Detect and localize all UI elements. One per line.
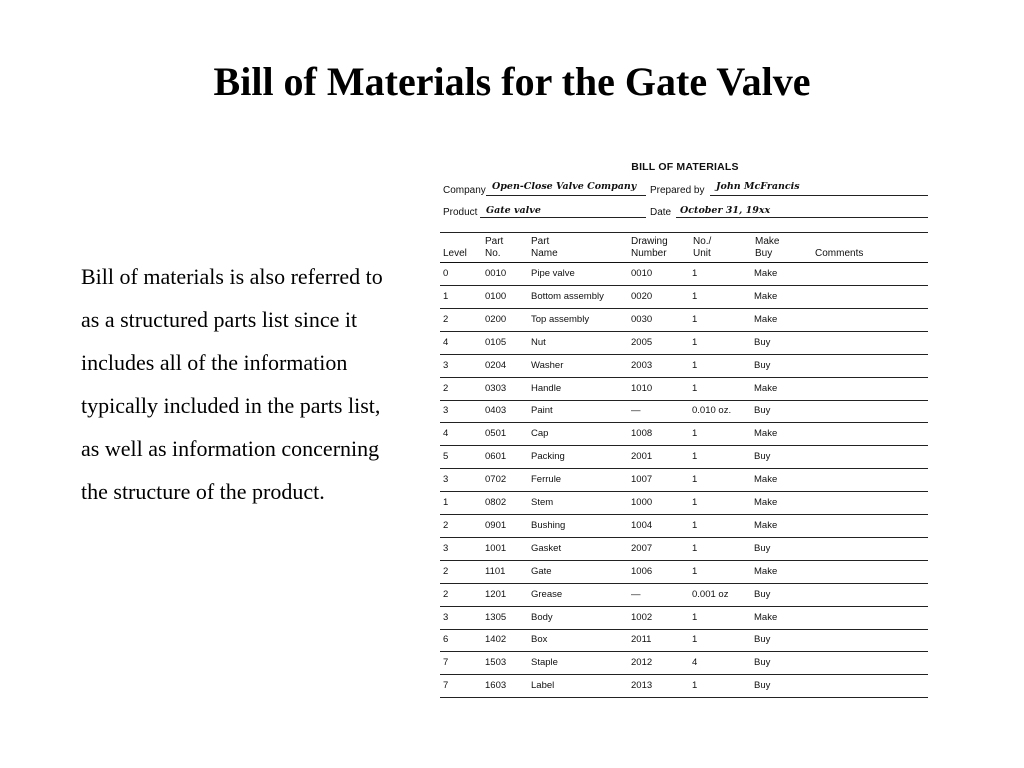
- table-row: [440, 538, 928, 561]
- cell-part-no: 0204: [485, 359, 507, 371]
- cell-drawing-number: 1006: [631, 565, 653, 577]
- cell-no-unit: 1: [692, 336, 698, 348]
- company-value: Open-Close Valve Company: [492, 181, 637, 192]
- cell-no-unit: 0.010 oz.: [692, 405, 732, 417]
- cell-part-name: Nut: [531, 336, 546, 348]
- cell-no-unit: 1: [692, 519, 698, 531]
- cell-level: 3: [443, 611, 449, 623]
- cell-level: 1: [443, 290, 449, 302]
- table-row: [440, 629, 928, 652]
- cell-part-name: Grease: [531, 588, 563, 600]
- cell-part-no: 1603: [485, 680, 507, 692]
- cell-level: 6: [443, 634, 449, 646]
- cell-make-buy: Buy: [754, 451, 771, 463]
- table-row: [440, 675, 928, 698]
- table-row: [440, 355, 928, 378]
- table-row: [440, 378, 928, 401]
- slide-title: Bill of Materials for the Gate Valve: [213, 59, 811, 104]
- cell-no-unit: 1: [692, 497, 698, 508]
- cell-part-no: 1402: [485, 634, 507, 646]
- table-row: [440, 263, 928, 286]
- company-label: Company: [443, 185, 486, 196]
- product-value: Gate valve: [486, 205, 541, 216]
- cell-part-name: Box: [531, 634, 548, 646]
- cell-no-unit: 4: [692, 657, 698, 669]
- cell-level: 1: [443, 497, 449, 508]
- cell-part-name: Pipe valve: [531, 268, 575, 279]
- cell-part-no: 0303: [485, 382, 507, 394]
- cell-part-no: 1201: [485, 588, 507, 600]
- table-row: [440, 515, 928, 538]
- cell-part-no: 1503: [485, 657, 507, 669]
- cell-part-name: Stem: [531, 497, 554, 508]
- cell-drawing-number: 2003: [631, 359, 653, 371]
- cell-no-unit: 1: [692, 680, 698, 692]
- cell-no-unit: 1: [692, 359, 698, 371]
- cell-no-unit: 1: [692, 313, 698, 325]
- cell-make-buy: Make: [754, 497, 778, 508]
- table-row: [440, 469, 928, 492]
- table-row: [440, 286, 928, 309]
- cell-no-unit: 1: [692, 565, 698, 577]
- cell-drawing-number: 2013: [631, 680, 653, 692]
- cell-drawing-number: 0030: [631, 313, 653, 325]
- cell-part-no: 1101: [485, 565, 506, 577]
- col-header-drawing-number: Drawing Number: [631, 236, 668, 259]
- col-header-part-no: Part No.: [485, 236, 504, 259]
- cell-drawing-number: 2012: [631, 657, 653, 669]
- cell-make-buy: Make: [754, 611, 778, 623]
- cell-part-name: Bushing: [531, 519, 566, 531]
- cell-no-unit: 0.001 oz: [692, 588, 729, 600]
- cell-make-buy: Make: [754, 382, 778, 394]
- cell-no-unit: 1: [692, 634, 698, 646]
- col-header-comments: Comments: [815, 248, 864, 259]
- col-header-make-buy: Make Buy: [755, 236, 780, 259]
- cell-drawing-number: —: [631, 588, 641, 600]
- cell-drawing-number: 1002: [631, 611, 653, 623]
- cell-level: 2: [443, 382, 449, 394]
- cell-part-no: 0105: [485, 336, 507, 348]
- cell-drawing-number: 1000: [631, 497, 653, 508]
- table-row: [440, 423, 928, 446]
- cell-make-buy: Make: [754, 268, 778, 279]
- header-top-rule: [440, 232, 928, 233]
- cell-part-no: 0601: [485, 451, 507, 463]
- cell-drawing-number: 2001: [631, 451, 653, 463]
- cell-part-name: Ferrule: [531, 474, 562, 486]
- cell-level: 5: [443, 451, 449, 463]
- cell-make-buy: Buy: [754, 405, 771, 417]
- cell-drawing-number: 1010: [631, 382, 653, 394]
- table-row: [440, 607, 928, 630]
- table-row: [440, 446, 928, 469]
- cell-no-unit: 1: [692, 268, 698, 279]
- cell-level: 7: [443, 680, 449, 692]
- col-header-no-unit: No./ Unit: [693, 236, 712, 259]
- cell-part-name: Handle: [531, 382, 562, 394]
- bom-heading: BILL OF MATERIALS: [631, 161, 739, 173]
- slide-body-text: Bill of materials is also referred to as a structured parts list since it includes all of the information typically included in the parts list, as well as information concerning the structure of the product.: [81, 264, 383, 504]
- cell-part-no: 0702: [485, 474, 507, 486]
- cell-make-buy: Buy: [754, 680, 771, 692]
- cell-level: 0: [443, 268, 449, 279]
- date-value: October 31, 19xx: [680, 205, 771, 216]
- cell-part-no: 0901: [485, 519, 507, 531]
- product-underline: [480, 217, 646, 218]
- cell-part-name: Label: [531, 680, 555, 692]
- cell-no-unit: 1: [692, 451, 698, 463]
- company-underline: [486, 195, 646, 196]
- cell-no-unit: 1: [692, 611, 698, 623]
- cell-drawing-number: 1007: [631, 474, 653, 486]
- cell-level: 2: [443, 519, 449, 531]
- row-divider: [440, 697, 928, 698]
- table-row: [440, 584, 928, 607]
- cell-part-no: 0802: [485, 497, 507, 508]
- cell-part-name: Body: [531, 611, 553, 623]
- prepared-by-label: Prepared by: [650, 185, 705, 196]
- table-row: [440, 332, 928, 355]
- cell-drawing-number: 2007: [631, 542, 653, 554]
- cell-drawing-number: 2011: [631, 634, 652, 646]
- cell-no-unit: 1: [692, 474, 698, 486]
- cell-part-no: 0100: [485, 290, 507, 302]
- cell-make-buy: Buy: [754, 359, 771, 371]
- cell-part-name: Staple: [531, 657, 558, 669]
- cell-make-buy: Buy: [754, 657, 771, 669]
- cell-drawing-number: —: [631, 405, 641, 417]
- date-label: Date: [650, 207, 672, 218]
- table-row: [440, 400, 928, 423]
- cell-part-no: 0010: [485, 268, 507, 279]
- cell-make-buy: Buy: [754, 634, 771, 646]
- cell-part-name: Gate: [531, 565, 552, 577]
- cell-make-buy: Make: [754, 519, 778, 531]
- cell-make-buy: Make: [754, 428, 778, 440]
- cell-drawing-number: 0020: [631, 290, 653, 302]
- cell-make-buy: Make: [754, 474, 778, 486]
- prepared-by-underline: [710, 195, 928, 196]
- cell-part-name: Gasket: [531, 542, 562, 554]
- cell-make-buy: Buy: [754, 588, 771, 600]
- cell-part-no: 1305: [485, 611, 507, 623]
- cell-part-no: 1001: [485, 542, 507, 554]
- cell-no-unit: 1: [692, 428, 698, 440]
- cell-level: 2: [443, 565, 449, 577]
- product-label: Product: [443, 207, 478, 218]
- prepared-by-value: John McFrancis: [716, 181, 800, 192]
- cell-no-unit: 1: [692, 290, 698, 302]
- cell-part-no: 0403: [485, 405, 507, 417]
- table-row: [440, 652, 928, 675]
- col-header-part-name: Part Name: [531, 236, 558, 259]
- cell-drawing-number: 2005: [631, 336, 653, 348]
- col-header-level: Level: [443, 248, 467, 259]
- cell-level: 2: [443, 588, 449, 600]
- cell-part-name: Washer: [531, 359, 564, 371]
- cell-no-unit: 1: [692, 542, 698, 554]
- cell-make-buy: Buy: [754, 336, 771, 348]
- cell-drawing-number: 1008: [631, 428, 653, 440]
- cell-make-buy: Make: [754, 313, 778, 325]
- table-row: [440, 309, 928, 332]
- date-underline: [676, 217, 928, 218]
- cell-level: 3: [443, 542, 449, 554]
- cell-part-name: Cap: [531, 428, 549, 440]
- bill-of-materials-form: [440, 160, 930, 705]
- table-row: [440, 492, 928, 515]
- cell-level: 3: [443, 405, 449, 417]
- cell-make-buy: Buy: [754, 542, 771, 554]
- cell-part-name: Paint: [531, 405, 553, 417]
- cell-part-no: 0501: [485, 428, 507, 440]
- cell-level: 3: [443, 474, 449, 486]
- cell-make-buy: Make: [754, 290, 778, 302]
- cell-no-unit: 1: [692, 382, 698, 394]
- cell-part-no: 0200: [485, 313, 507, 325]
- cell-level: 4: [443, 428, 449, 440]
- table-row: [440, 561, 928, 584]
- cell-level: 2: [443, 313, 449, 325]
- cell-part-name: Top assembly: [531, 313, 590, 325]
- cell-part-name: Bottom assembly: [531, 290, 604, 302]
- cell-make-buy: Make: [754, 565, 778, 577]
- cell-level: 7: [443, 657, 449, 669]
- cell-part-name: Packing: [531, 451, 565, 463]
- cell-level: 3: [443, 359, 449, 371]
- cell-drawing-number: 1004: [631, 519, 653, 531]
- cell-drawing-number: 0010: [631, 268, 653, 279]
- cell-level: 4: [443, 336, 449, 348]
